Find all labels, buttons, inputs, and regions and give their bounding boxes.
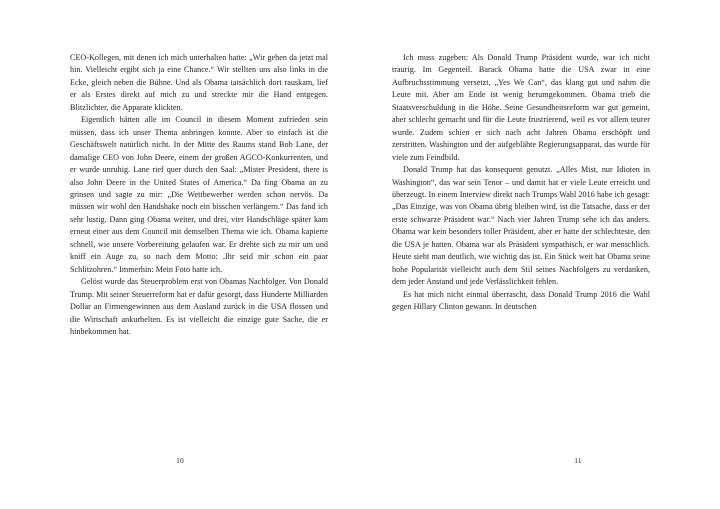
- paragraph: Donald Trump hat das konsequent genutzt. „Alles Mist, nur Idioten in Washington“, das war sein Tenor – und damit hat er viele Leute erreicht und überzeugt. In einem Interview direkt nach Trumps Wahl 2016 habe ich gesagt: „Das Einzige, was von Obama übrig bleiben wird, ist die Tatsache, dass er der erste schwarze Präsident war.“ Nach vier Jahren Trump sehe ich das anders. Obama war kein besonders toller Präsident, aber er hatte der schlechteste, den die USA je hatten. Obama war als Präsident sympathisch, er war menschlich. Heute sieht man deutlich, wie wichtig das ist. Ein Stück weit hat Obama seine hohe Popularität vielleicht auch dem Stil seines Nachfolgers zu verdanken, dem jeder Anstand und jede Verlässlichkeit fehlen.: [392, 165, 650, 287]
- left-text-column: [70, 52, 328, 338]
- page-number-left: 10: [176, 456, 184, 465]
- right-text-column: [392, 52, 650, 314]
- paragraph: CEO-Kollegen, mit denen ich mich unterhalten hatte: „Wir gehen da jetzt mal hin. Vielleicht ergibt sich ja eine Chance.“ Wir stellten uns also links in die Ecke, gleich neben die Bühne. Und als Obama tatsächlich dort rauskam, lief er als Erstes direkt auf mich zu und streckte mir die Hand entgegen. Blitzlichter, die Apparate klickten.: [70, 53, 328, 112]
- page-number-right: 11: [574, 456, 582, 465]
- paragraph: Eigentlich hätten alle im Council in diesem Moment zufrieden sein müssen, dass ich unser Thema anbringen konnte. Aber so einfach ist die Geschäftswelt natürlich nicht. In der Mitte des Raums stand Bob Lane, der damalige CEO von John Deere, einem der großen AGCO-Konkurrenten, und er wurde unruhig. Lane rief quer durch den Saal: „Mister President, there is also John Deere in the United States of America.“ Da fing Obama an zu grinsen und sagte zu mir: „Die Wettbewerber werden schon nervös. Da müssen wir wohl den Handshake noch ein bisschen verlängern.“ Das fand ich sehr lustig. Dann ging Obama weiter, und drei, vier Handschläge später kam erneut einer aus dem Council mit demselben Thema wie ich. Obama kapierte schnell, wie unsere Vorbereitung gelaufen war. Er drehte sich zu mir um und kniff ein Auge zu, so nach dem Motto: ,Ihr seid mir schon ein paar Schlitzohren.“ Immerhin: Mein Foto hatte ich.: [70, 115, 328, 274]
- paragraph: Gelöst wurde das Steuerproblem erst von Obamas Nachfolger. Von Donald Trump. Mit seiner Steuerreform hat er dafür gesorgt, dass Hunderte Milliarden Dollar an Firmengewinnen aus dem Ausland zurück in die USA flossen und die Wirtschaft ankurbelten. Es ist vielleicht die einzige gute Sache, die er hinbekommen hat.: [70, 277, 329, 336]
- paragraph: Es hat mich nicht einmal überrascht, dass Donald Trump 2016 die Wahl gegen Hillary Clinton gewann. In deutschen: [392, 289, 650, 312]
- paragraph: Ich muss zugeben: Als Donald Trump Präsident wurde, war ich nicht traurig. Im Gegenteil. Barack Obama hatte die USA zwar in eine Aufbruchsstimmung versetzt, „Yes We Can“, das klang gut und nahm die Leute mit. Aber am Ende ist wenig herumgekommen. Obama trieb die Staatsverschuldung in die Höhe. Seine Gesundheitsreform war gut gemeint, aber schlecht gemacht und für die Leute frustrierend, weil es vor allem teurer wurde. Zudem schien er sich nach acht Jahren Obama erschöpft und zerstritten. Washington und der aufgeblähte Regierungsapparat, das wurde für viele zum Feindbild.: [392, 53, 650, 162]
- page-right: [360, 0, 720, 509]
